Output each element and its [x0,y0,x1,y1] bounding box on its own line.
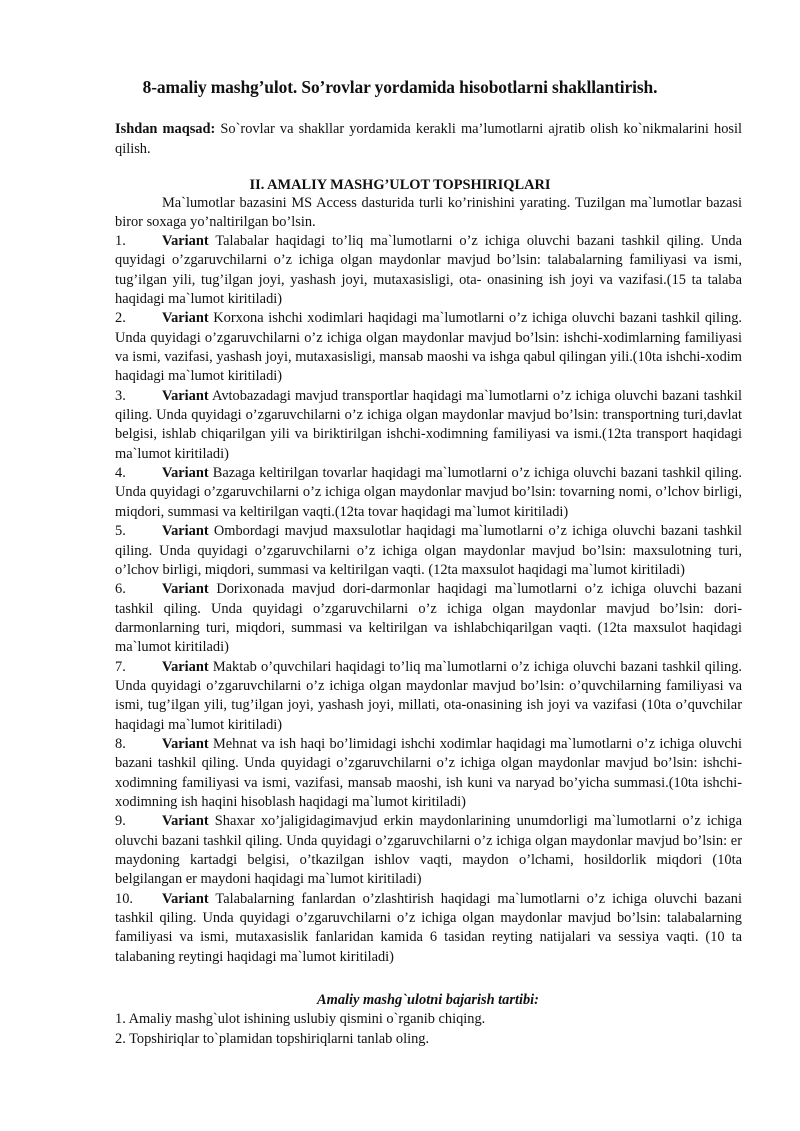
variant-item [115,890,742,967]
variant-number: 7. [115,658,126,675]
variant-text: Avtobazadagi mavjud transportlar haqidagi ma`lumotlarni o’z ichiga oluvchi bazani tashkil qiling. Unda quyidagi o’zgaruvchilarni o’z ichiga olgan maydonlar mavjud bo’lsin: transportning turi,davlat belgisi, ishlab chiqarilgan yili va biriktirilgan ishchi-xodimning familiyasi va ismi.(12ta transport haqidagi ma`lumot kiritiladi) [115,387,742,462]
variant-text: Mehnat va ish haqi bo’limidagi ishchi xodimlar haqidagi ma`lumotlarni o’z ichiga oluvchi bazani tashkil qiling. Unda quyidagi o’zgaruvchilarni o’z ichiga olgan maydonlar mavjud bo’lsin: ishchi-xodimning familiyasi va ismi, vazifasi, mansab maoshi, ish kuni va naryad bo’yicha summasi.(10ta ishchi-xodimning ish haqini hisoblash haqidagi ma`lumot kiritiladi) [115,735,742,810]
variant-item [115,464,742,522]
variant-label: Variant [162,387,209,404]
variant-number: 4. [115,465,126,482]
variant-number: 9. [115,813,126,830]
purpose-label: Ishdan maqsad: [115,121,216,137]
step-item: 1. Amaliy mashg`ulot ishining uslubiy qismini o`rganib chiqing. [115,1011,486,1027]
variant-item [115,522,742,580]
variant-text: Korxona ishchi xodimlari haqidagi ma`lumotlarni o’z ichiga oluvchi bazani tashkil qiling. Unda quyidagi o’zgaruvchilarni o’z ichiga olgan maydonlar mavjud bo’lsin: ishchi-xodimlarning familiyasi va ismi, vazifasi, yashash joyi, mutaxasisligi, mansab maoshi va ishga qabul qilingan yili.(10ta ishchi-xodim haqidagi ma`lumot kiritiladi) [115,310,742,385]
intro-paragraph: Ma`lumotlar bazasini MS Access dasturida turli ko’rinishini yarating. Tuzilgan ma`lumotlar bazasi biror soxaga yo’naltirilgan bo’lsin. [115,195,742,231]
variant-number: 3. [115,387,126,404]
variant-item [115,580,742,657]
variant-label: Variant [162,735,209,752]
variant-item [115,387,742,464]
steps-list [115,1010,742,1049]
variant-label: Variant [162,523,209,540]
variant-item [115,232,742,309]
variant-number: 6. [115,581,126,598]
variant-number: 10. [115,890,133,907]
section-title: II. AMALIY MASHG’ULOT TOPSHIRIQLARI [249,177,551,193]
variant-text: Talabalar haqidagi to’liq ma`lumotlarni o’z ichiga oluvchi bazani tashkil qiling. Unda quyidagi o’zgaruvchilarni o’z ichiga olgan maydonlar mavjud bo’lsin: talabalarning familiyasi va ismi, tug’ilgan yili, tug’ilgan joyi, yashash joyi, mutaxasisligi, ota- onasining ish joyi va vazifasi.(15 ta talaba haqidagi ma`lumot kiritiladi) [115,233,742,308]
variant-number: 8. [115,735,126,752]
variant-number: 1. [115,233,126,249]
variant-text: Ombordagi mavjud maxsulotlar haqidagi ma`lumotlarni o’z ichiga oluvchi bazani tashkil qiling. Unda quyidagi o’zgaruvchilarni o’z ichiga olgan maydonlar mavjud bo’lsin: maxsulotning turi, o’lchov birligi, miqdori, summasi va keltirilgan vaqti. (12ta maxsulot haqidagi ma`lumot kiritiladi) [115,523,742,578]
variant-label: Variant [162,233,209,249]
variants-list [115,232,742,967]
variant-text: Dorixonada mavjud dori-darmonlar haqidagi ma`lumotlarni o’z ichiga oluvchi bazani tashkil qiling. Unda quyidagi o’zgaruvchilarni o’z ichiga olgan maydonlar mavjud bo’lsin: dori-darmonlarning turi, miqdori, summasi va keltirilgan va ishlabchiqarilgan vaqti. (12ta maxsulot haqidagi ma`lumot kiritiladi) [115,581,742,656]
variant-label: Variant [162,890,209,907]
variant-label: Variant [162,813,209,830]
variant-label: Variant [162,658,209,675]
variant-label: Variant [162,581,209,598]
variant-item [115,735,742,812]
variant-label: Variant [162,310,209,327]
variant-item [115,309,742,386]
variant-text: Shaxar xo’jaligidagimavjud erkin maydonlarining unumdorligi ma`lumotlarni o’z ichiga oluvchi bazani tashkil qiling. Unda quyidagi o’zgaruvchilarni o’z ichiga olgan maydonlar mavjud bo’lsin: er maydoning kartadgi belgisi, o’tkazilgan ishlov vaqti, maydon o’lchami, hosildorlik miqdori (10ta belgilangan er maydoni haqidagi ma`lumot kiritiladi) [115,813,742,888]
variant-text: Bazaga keltirilgan tovarlar haqidagi ma`lumotlarni o’z ichiga oluvchi bazani tashkil qiling. Unda quyidagi o’zgaruvchilarni o’z ichiga olgan maydonlar mavjud bo’lsin: tovarning nomi, o’lchov birligi, miqdori, summasi va keltirilgan vaqti.(12ta tovar haqidagi ma`lumot kiritiladi) [115,465,742,520]
order-title: Amaliy mashg`ulotni bajarish tartibi: [317,992,539,1008]
purpose-text: So`rovlar va shakllar yordamida kerakli ma’lumotlarni ajratib olish ko`nikmalarini hosil qilish. [115,121,742,157]
variant-text: Maktab o’quvchilari haqidagi to’liq ma`lumotlarni o’z ichiga oluvchi bazani tashkil qiling. Unda quyidagi o’zgaruvchilarni o’z ichiga olgan maydonlar mavjud bo’lsin: o’quvchilarning familiyasi va ismi, tug’ilgan yili, tug’ilgan joyi, yashash joyi, millati, ota-onasining ish joyi va vazifasi (10ta o’quvchilar haqidagi ma`lumot kiritiladi) [115,658,742,733]
variant-text: Talabalarning fanlardan o’zlashtirish haqidagi ma`lumotlarni o’z ichiga oluvchi bazani tashkil qiling. Unda quyidagi o’zgaruvchilarni o’z ichiga olgan maydonlar mavjud bo’lsin: talabalarning familiyasi va ismi, mutaxasislik fanlaridan kamida 6 tasidan reyting natijalari va sessiya vaqti. (10 ta talabaning reytingi haqidagi ma`lumot kiritiladi) [115,890,742,965]
purpose-paragraph [115,120,742,159]
variant-item [115,658,742,735]
variant-number: 5. [115,523,126,540]
document-title: 8-amaliy mashg’ulot. So’rovlar yordamida hisobotlarni shakllantirish. [142,77,658,97]
step-item: 2. Topshiriqlar to`plamidan topshiriqlarni tanlab oling. [115,1030,430,1047]
variant-label: Variant [162,465,209,482]
variant-item [115,812,742,889]
variant-number: 2. [115,310,126,327]
